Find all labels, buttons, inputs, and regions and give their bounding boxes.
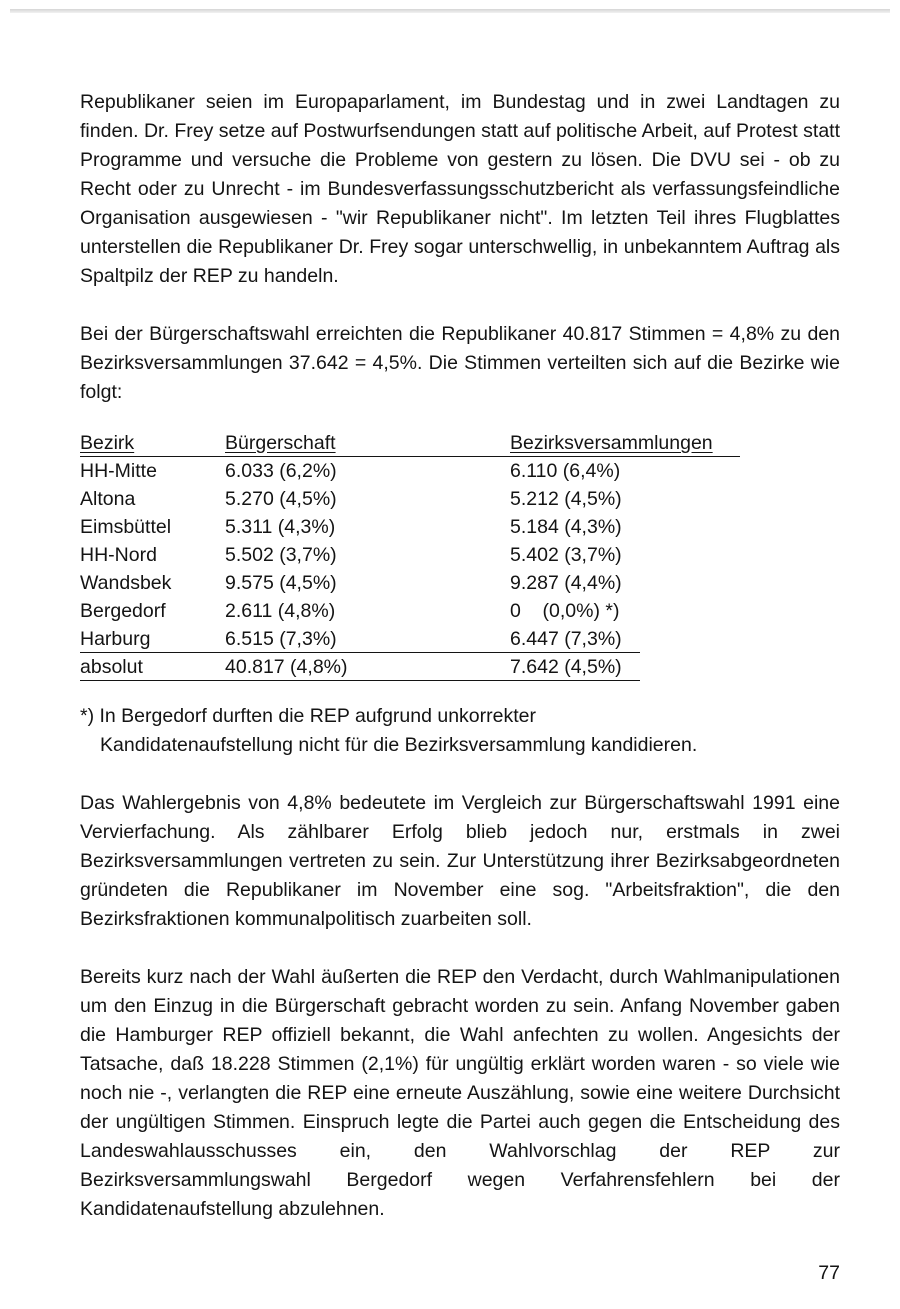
table-row (80, 625, 780, 653)
cell-bezirksversammlungen: 6.110 (6,4%) (510, 460, 621, 482)
cell-bezirksversammlungen: 0 (0,0%) *) (510, 600, 620, 622)
cell-bezirksversammlungen: 5.402 (3,7%) (510, 544, 622, 566)
header-bezirk: Bezirk (80, 432, 135, 454)
cell-bezirksversammlungen: 9.287 (4,4%) (510, 572, 622, 594)
cell-bezirk: Harburg (80, 628, 151, 650)
cell-bezirk: Bergedorf (80, 600, 166, 622)
cell-bezirk: Eimsbüttel (80, 516, 172, 538)
scan-edge-shadow (10, 9, 890, 13)
cell-buergerschaft: 6.515 (7,3%) (225, 628, 337, 650)
paragraph-wahlergebnis-intro: Bei der Bürgerschaftswahl erreichten die Republikaner 40.817 Stimmen = 4,8% zu den Bezirksversammlungen 37.642 = 4,5%. Die Stimmen verteilten sich auf die Bezirke wie folgt: (80, 323, 840, 403)
cell-bezirk: HH-Mitte (80, 460, 157, 482)
cell-bezirk: Wandsbek (80, 572, 172, 594)
cell-buergerschaft: 5.502 (3,7%) (225, 544, 337, 566)
table-header-row (80, 429, 780, 457)
cell-bezirksversammlungen: 5.184 (4,3%) (510, 516, 622, 538)
footnote-first-line: *) In Bergedorf durften die REP aufgrund unkorrekter (80, 705, 536, 727)
cell-bezirksversammlungen: 6.447 (7,3%) (510, 628, 622, 650)
cell-buergerschaft: 9.575 (4,5%) (225, 572, 337, 594)
table-row-total (80, 653, 780, 681)
footnote (80, 702, 840, 760)
table-row (80, 513, 780, 541)
footnote-continuation: Kandidatenaufstellung nicht für die Bezirksversammlung kandidieren. (100, 734, 698, 756)
total-rule (80, 680, 640, 681)
paragraph-wahlanfechtung: Bereits kurz nach der Wahl äußerten die REP den Verdacht, durch Wahlmanipulationen um den Einzug in die Bürgerschaft gebracht worden zu sein. Anfang November gaben die Hamburger REP offiziell bekannt, die Wahl anfechten zu wollen. Angesichts der Tatsache, daß 18.228 Stimmen (2,1%) für ungültig erklärt worden waren - so viele wie noch nie -, verlangten die REP eine erneute Auszählung, sowie eine weitere Durchsicht der ungültigen Stimmen. Einspruch legte die Partei auch gegen die Entscheidung des Landeswahlausschusses ein, den Wahlvorschlag der REP zur Bezirksversammlungswahl Bergedorf wegen Verfahrensfehlern bei der Kandidatenaufstellung abzulehnen. (80, 966, 840, 1220)
cell-bezirksversammlungen: 7.642 (4,5%) (510, 656, 622, 678)
table-row (80, 541, 780, 569)
cell-bezirk: absolut (80, 656, 143, 678)
header-buergerschaft: Bürgerschaft (225, 432, 336, 454)
cell-bezirk: Altona (80, 488, 136, 510)
cell-buergerschaft: 5.270 (4,5%) (225, 488, 337, 510)
cell-bezirksversammlungen: 5.212 (4,5%) (510, 488, 622, 510)
header-bezirksversammlungen: Bezirksversammlungen (510, 432, 713, 454)
cell-buergerschaft: 5.311 (4,3%) (225, 516, 336, 538)
cell-bezirk: HH-Nord (80, 544, 157, 566)
paragraph-republikaner-dvu: Republikaner seien im Europaparlament, im Bundestag und in zwei Landtagen zu finden. Dr. Frey setze auf Postwurfsendungen statt auf politische Arbeit, auf Protest statt Programme und versuche die Probleme von gestern zu lösen. Die DVU sei - ob zu Recht oder zu Unrecht - im Bundesverfassungsschutzbericht als verfassungsfeindliche Organisation ausgewiesen - "wir Republikaner nicht". Im letzten Teil ihres Flugblattes unterstellen die Republikaner Dr. Frey sogar unterschwellig, in unbekanntem Auftrag als Spaltpilz der REP zu handeln. (80, 91, 840, 287)
table-row (80, 569, 780, 597)
cell-buergerschaft: 6.033 (6,2%) (225, 460, 337, 482)
results-table (80, 429, 780, 681)
paragraph-vervierfachung: Das Wahlergebnis von 4,8% bedeutete im Vergleich zur Bürgerschaftswahl 1991 eine Vervierfachung. Als zählbarer Erfolg blieb jedoch nur, erstmals in zwei Bezirksversammlungen vertreten zu sein. Zur Unterstützung ihrer Bezirksabgeordneten gründeten die Republikaner im November eine sog. "Arbeitsfraktion", die den Bezirksfraktionen kommunalpolitisch zuarbeiten soll. (80, 792, 840, 930)
page-number: 77 (818, 1262, 840, 1284)
cell-buergerschaft: 40.817 (4,8%) (225, 656, 348, 678)
table-row (80, 485, 780, 513)
cell-buergerschaft: 2.611 (4,8%) (225, 600, 336, 622)
table-row (80, 597, 780, 625)
page-content (80, 88, 840, 1224)
table-row (80, 457, 780, 485)
